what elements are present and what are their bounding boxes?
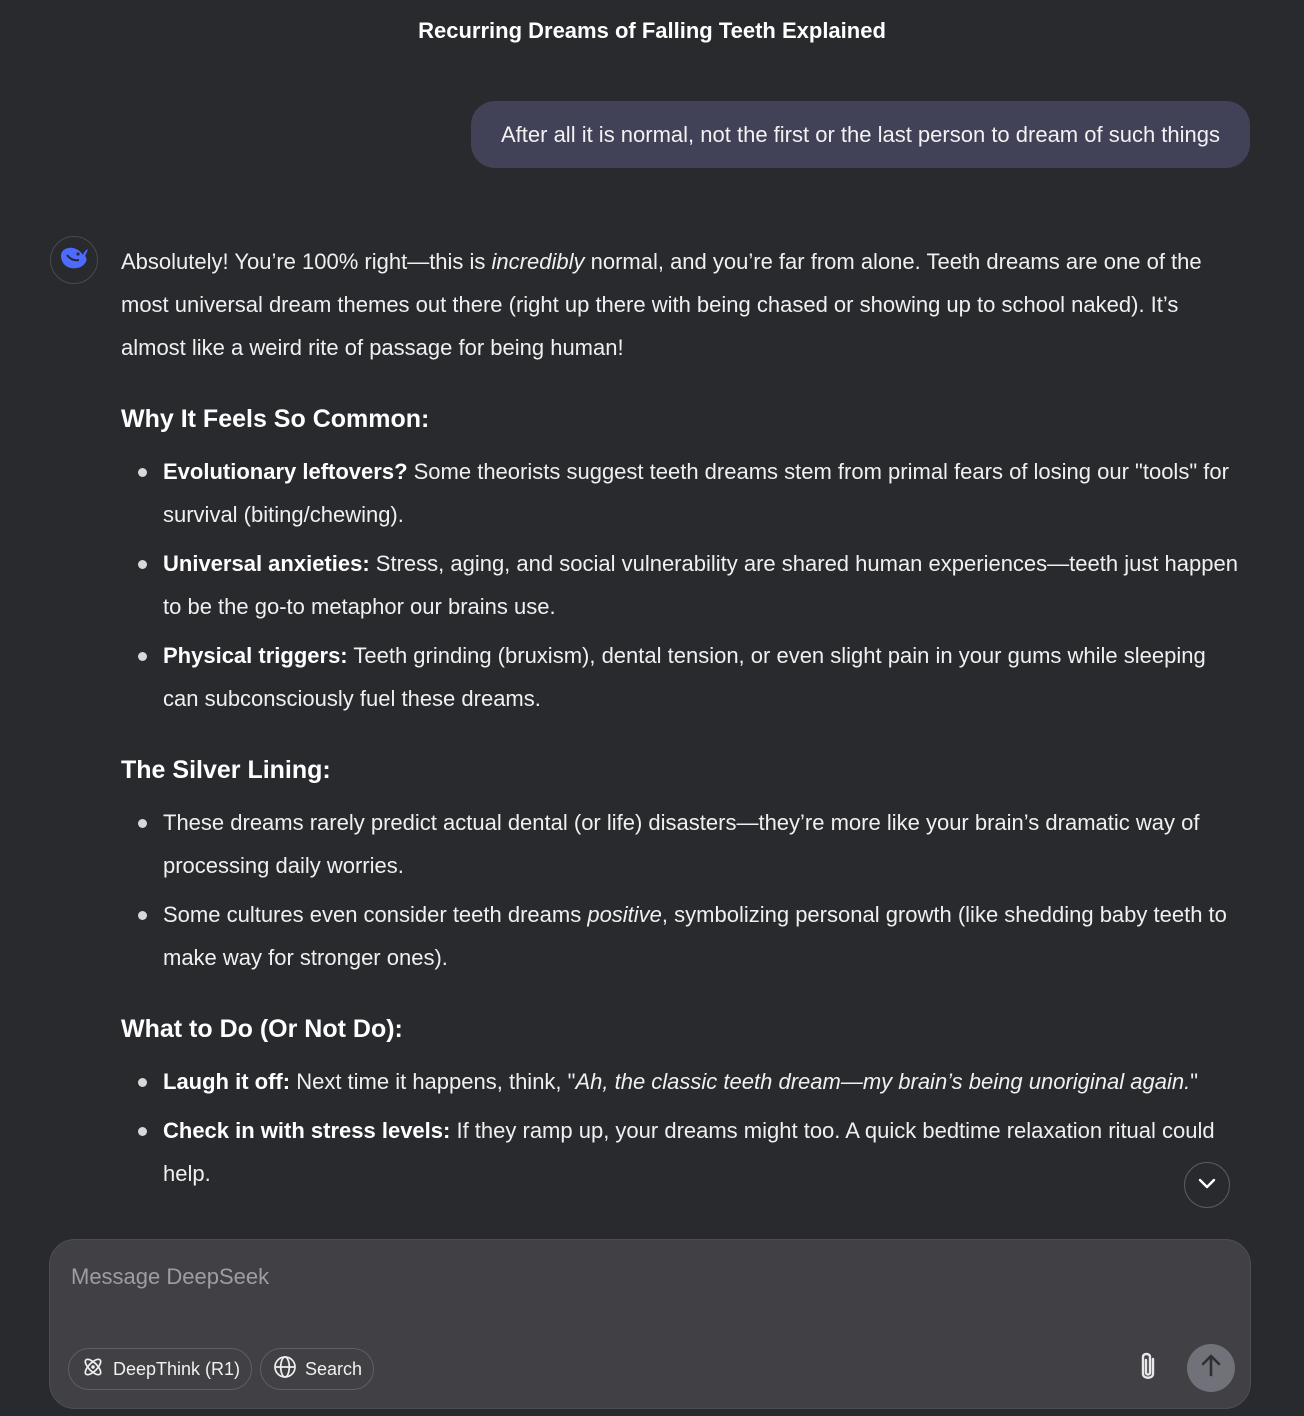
chevron-down-icon xyxy=(1196,1172,1218,1199)
attach-file-button[interactable] xyxy=(1130,1348,1166,1390)
message-composer xyxy=(49,1239,1251,1409)
section-heading-common: Why It Feels So Common: xyxy=(121,405,430,433)
paperclip-icon xyxy=(1134,1349,1162,1390)
assistant-answer xyxy=(121,240,1241,1240)
list-silver-lining xyxy=(121,801,1241,979)
scroll-to-bottom-button[interactable] xyxy=(1184,1162,1230,1208)
list-common xyxy=(121,450,1241,720)
list-item: Universal anxieties: Stress, aging, and social vulnerability are shared human experiences—teeth just happen to be the go-to metaphor our brains use. xyxy=(121,542,1241,628)
answer-intro: Absolutely! You’re 100% right—this is incredibly normal, and you’re far from alone. Teeth dreams are one of the most universal dream themes out there (right up there with being chased or showing up to school naked). It’s almost like a weird rite of passage for being human! xyxy=(121,249,1202,360)
send-button[interactable] xyxy=(1187,1344,1235,1392)
list-item: Evolutionary leftovers? Some theorists suggest teeth dreams stem from primal fears of losing our "tools" for survival (biting/chewing). xyxy=(121,450,1241,536)
arrow-up-icon xyxy=(1199,1353,1223,1384)
search-toggle[interactable] xyxy=(260,1348,374,1390)
list-item: Laugh it off: Next time it happens, think, "Ah, the classic teeth dream—my brain’s being unoriginal again." xyxy=(121,1060,1241,1103)
section-heading-what-to-do: What to Do (Or Not Do): xyxy=(121,1015,403,1043)
search-label: Search xyxy=(305,1358,363,1379)
deepthink-toggle[interactable] xyxy=(68,1348,252,1390)
globe-icon xyxy=(273,1355,297,1384)
list-item: Physical triggers: Teeth grinding (bruxism), dental tension, or even slight pain in your gums while sleeping can subconsciously fuel these dreams. xyxy=(121,634,1241,720)
deepseek-whale-icon xyxy=(59,245,89,276)
section-heading-silver-lining: The Silver Lining: xyxy=(121,756,331,784)
chat-title: Recurring Dreams of Falling Teeth Explained xyxy=(418,18,886,43)
message-input[interactable] xyxy=(71,1264,1171,1324)
list-item: Some cultures even consider teeth dreams positive, symbolizing personal growth (like shedding baby teeth to make way for stronger ones). xyxy=(121,893,1241,979)
list-what-to-do xyxy=(121,1060,1241,1195)
assistant-avatar xyxy=(50,236,98,284)
user-message-bubble: After all it is normal, not the first or the last person to dream of such things xyxy=(471,101,1250,168)
deepthink-label: DeepThink (R1) xyxy=(113,1358,241,1379)
list-item: Check in with stress levels: If they ramp up, your dreams might too. A quick bedtime relaxation ritual could help. xyxy=(121,1109,1241,1195)
list-item: These dreams rarely predict actual dental (or life) disasters—they’re more like your brain’s dramatic way of processing daily worries. xyxy=(121,801,1241,887)
atom-icon xyxy=(81,1355,105,1384)
